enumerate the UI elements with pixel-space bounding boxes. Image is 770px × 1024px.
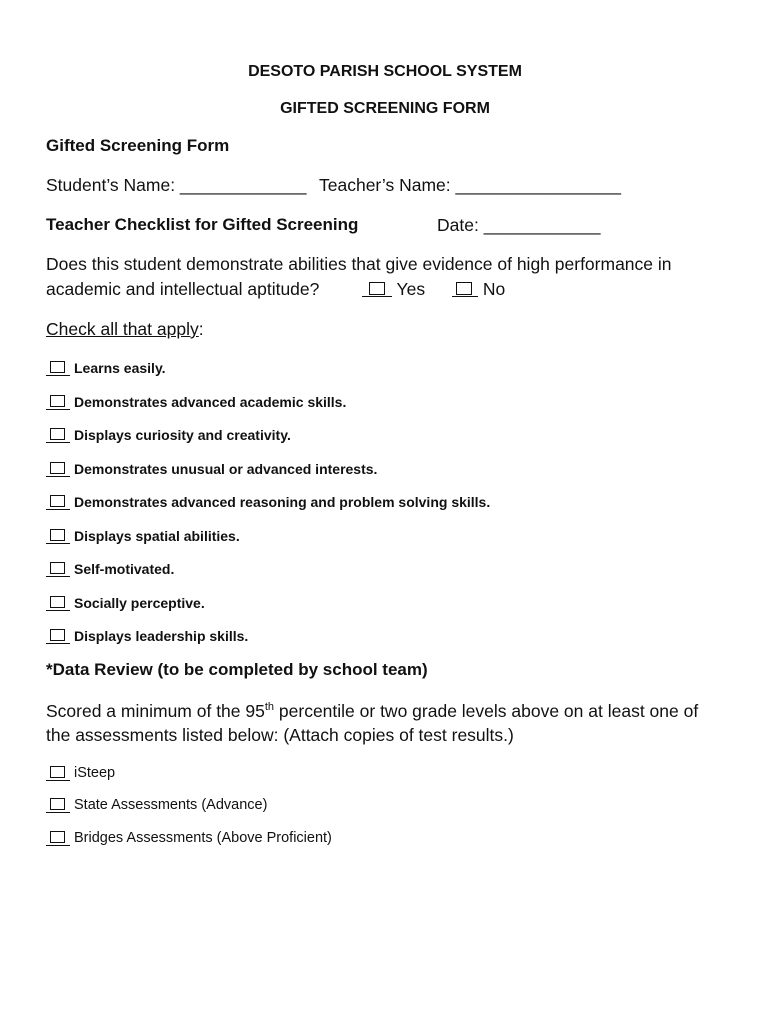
check-all-text: Check all that apply [46, 319, 199, 339]
checklist-item-label: Self-motivated. [74, 561, 175, 577]
checkbox[interactable] [46, 494, 70, 510]
checkbox[interactable] [46, 797, 70, 813]
checkbox[interactable] [46, 528, 70, 544]
yes-option[interactable] [362, 279, 425, 300]
assessment-item-label: iSteep [74, 765, 116, 781]
checklist-item[interactable] [46, 595, 205, 611]
checklist-title: Teacher Checklist for Gifted Screening [46, 215, 359, 234]
checklist-item-label: Displays spatial abilities. [74, 528, 240, 544]
form-subtitle: Gifted Screening Form [46, 136, 230, 155]
checkbox[interactable] [46, 427, 70, 443]
assessment-item-label: State Assessments (Advance) [74, 797, 268, 813]
checklist-item[interactable] [46, 494, 490, 510]
data-review-title: *Data Review (to be completed by school team) [46, 660, 428, 679]
data-review-text-sup: th [264, 701, 275, 714]
assessment-item[interactable] [46, 765, 115, 781]
data-review-text-part1: Scored a minimum of the 95 [46, 701, 265, 721]
checklist-item[interactable] [46, 360, 166, 376]
student-name-field[interactable]: Student’s Name: _____________ [46, 175, 307, 195]
checklist-item[interactable] [46, 561, 174, 577]
form-title: GIFTED SCREENING FORM [280, 100, 490, 117]
yes-checkbox[interactable] [362, 280, 392, 297]
question-line-2: academic and intellectual aptitude? [46, 279, 320, 299]
checkbox[interactable] [46, 765, 70, 781]
teacher-name-field[interactable]: Teacher’s Name: _________________ [319, 175, 621, 195]
question-line-1: Does this student demonstrate abilities that give evidence of high performance in [46, 254, 672, 274]
date-field[interactable]: Date: ____________ [437, 215, 601, 235]
checkbox[interactable] [46, 595, 70, 611]
checkbox[interactable] [46, 628, 70, 644]
checkbox[interactable] [46, 360, 70, 376]
checkbox[interactable] [46, 830, 70, 846]
checklist-item[interactable] [46, 461, 377, 477]
assessment-item[interactable] [46, 830, 332, 846]
data-review-text-line-1 [46, 701, 698, 722]
checklist-item-label: Displays curiosity and creativity. [74, 427, 291, 443]
no-option[interactable] [452, 279, 505, 300]
yes-label: Yes [396, 279, 426, 299]
no-checkbox[interactable] [452, 280, 478, 297]
checklist-item-label: Demonstrates advanced academic skills. [74, 394, 347, 410]
checkbox[interactable] [46, 561, 70, 577]
checklist-item[interactable] [46, 394, 346, 410]
checklist-item-label: Learns easily. [74, 360, 166, 376]
no-label: No [482, 279, 506, 299]
checkbox[interactable] [46, 461, 70, 477]
data-review-text-line-2: the assessments listed below: (Attach copies of test results.) [46, 725, 514, 745]
checklist-item[interactable] [46, 427, 291, 443]
checklist-item-label: Socially perceptive. [74, 595, 205, 611]
assessment-item-label: Bridges Assessments (Above Proficient) [74, 830, 332, 846]
checklist-item-label: Demonstrates unusual or advanced interests. [74, 461, 378, 477]
assessment-item[interactable] [46, 797, 267, 813]
checklist-item-label: Demonstrates advanced reasoning and problem solving skills. [74, 494, 491, 510]
checklist-item[interactable] [46, 528, 240, 544]
data-review-text-part2: percentile or two grade levels above on at least one of [274, 701, 699, 721]
checklist-item[interactable] [46, 628, 248, 644]
school-system-title: DESOTO PARISH SCHOOL SYSTEM [248, 63, 522, 80]
check-all-instruction [46, 319, 204, 340]
check-all-colon: : [198, 319, 204, 339]
checklist-item-label: Displays leadership skills. [74, 628, 249, 644]
checkbox[interactable] [46, 394, 70, 410]
